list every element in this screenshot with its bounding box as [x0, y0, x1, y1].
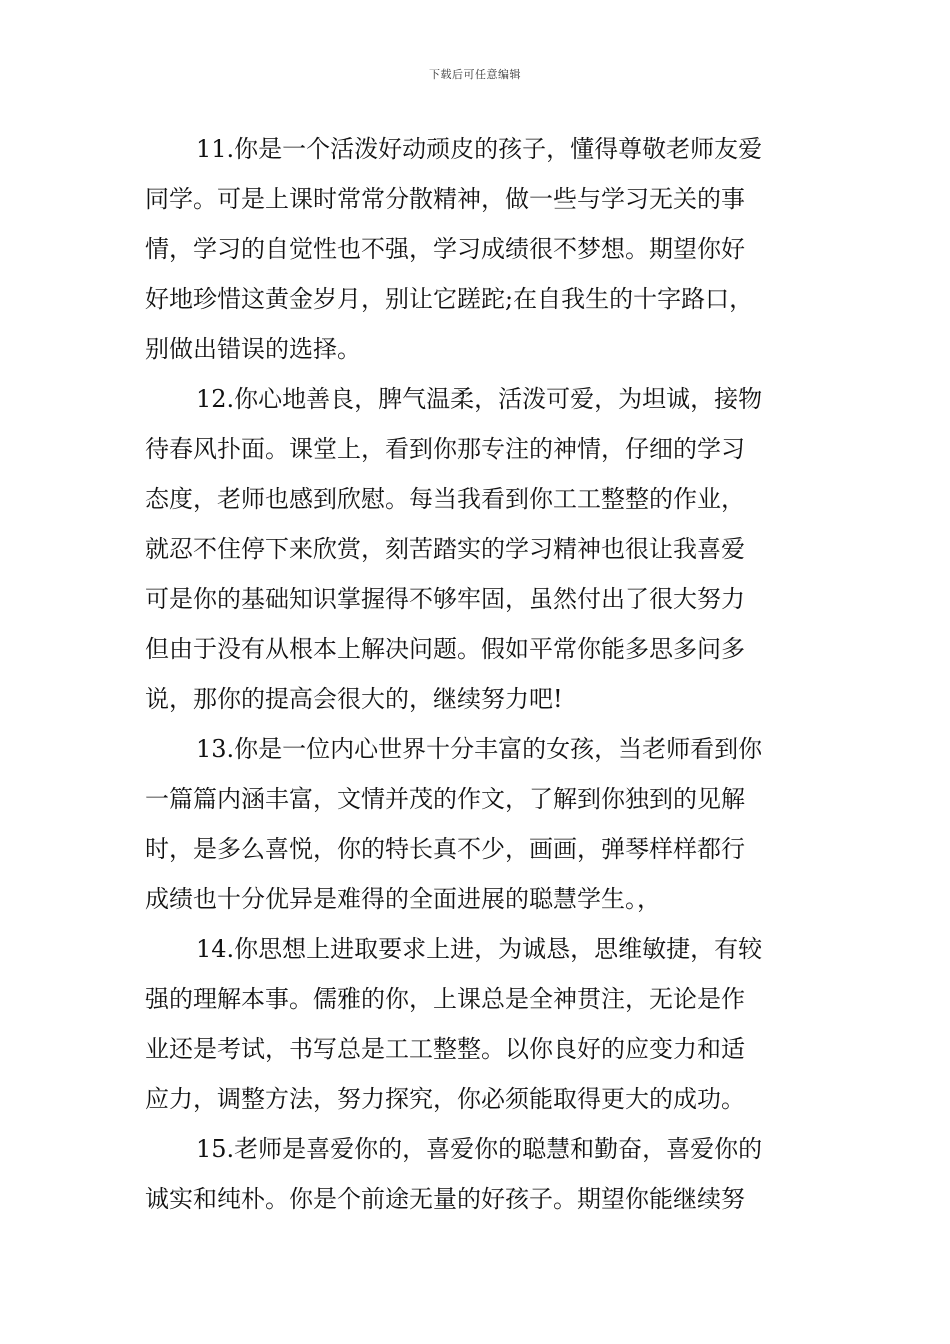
- paragraph-14-line: 业还是考试，书写总是工工整整。以你良好的应变力和适: [145, 1035, 745, 1063]
- paragraph-14-line: 强的理解本事。儒雅的你，上课总是全神贯注，无论是作: [145, 985, 745, 1013]
- page-header: 下载后可任意编辑: [429, 68, 521, 81]
- paragraph-13-line: 时，是多么喜悦，你的特长真不少，画画，弹琴样样都行: [145, 835, 745, 863]
- paragraph-12-line: 12.你心地善良，脾气温柔，活泼可爱，为坦诚，接物: [196, 385, 763, 413]
- paragraph-15-line: 15.老师是喜爱你的，喜爱你的聪慧和勤奋，喜爱你的: [196, 1135, 763, 1163]
- paragraph-15-line: 诚实和纯朴。你是个前途无量的好孩子。期望你能继续努: [145, 1185, 745, 1213]
- paragraph-11-line: 11.你是一个活泼好动顽皮的孩子，懂得尊敬老师友爱: [196, 135, 763, 163]
- paragraph-13-line: 成绩也十分优异是难得的全面进展的聪慧学生。，: [145, 885, 661, 913]
- paragraph-12-line: 就忍不住停下来欣赏，刻苦踏实的学习精神也很让我喜爱: [145, 535, 745, 563]
- paragraph-12-line: 可是你的基础知识掌握得不够牢固，虽然付出了很大努力: [145, 585, 745, 613]
- paragraph-14-line: 应力，调整方法，努力探究，你必须能取得更大的成功。: [145, 1085, 745, 1113]
- paragraph-13-line: 一篇篇内涵丰富，文情并茂的作文，了解到你独到的见解: [145, 785, 745, 813]
- paragraph-11-line: 别做出错误的选择。: [145, 335, 361, 363]
- paragraph-14-line: 14.你思想上进取要求上进，为诚恳，思维敏捷，有较: [196, 935, 763, 963]
- paragraph-11-line: 好地珍惜这黄金岁月，别让它蹉跎;在自我生的十字路口，: [145, 285, 754, 313]
- document-body: [145, 124, 810, 1224]
- paragraph-12-line: 待春风扑面。课堂上，看到你那专注的神情，仔细的学习: [145, 435, 745, 463]
- paragraph-12-line: 说，那你的提高会很大的，继续努力吧!: [145, 685, 563, 713]
- paragraph-12-line: 态度，老师也感到欣慰。每当我看到你工工整整的作业，: [145, 485, 745, 513]
- paragraph-12-line: 但由于没有从根本上解决问题。假如平常你能多思多问多: [145, 635, 745, 663]
- paragraph-11-line: 情，学习的自觉性也不强，学习成绩很不梦想。期望你好: [145, 235, 745, 263]
- paragraph-13-line: 13.你是一位内心世界十分丰富的女孩，当老师看到你: [196, 735, 763, 763]
- paragraph-11-line: 同学。可是上课时常常分散精神，做一些与学习无关的事: [145, 185, 745, 213]
